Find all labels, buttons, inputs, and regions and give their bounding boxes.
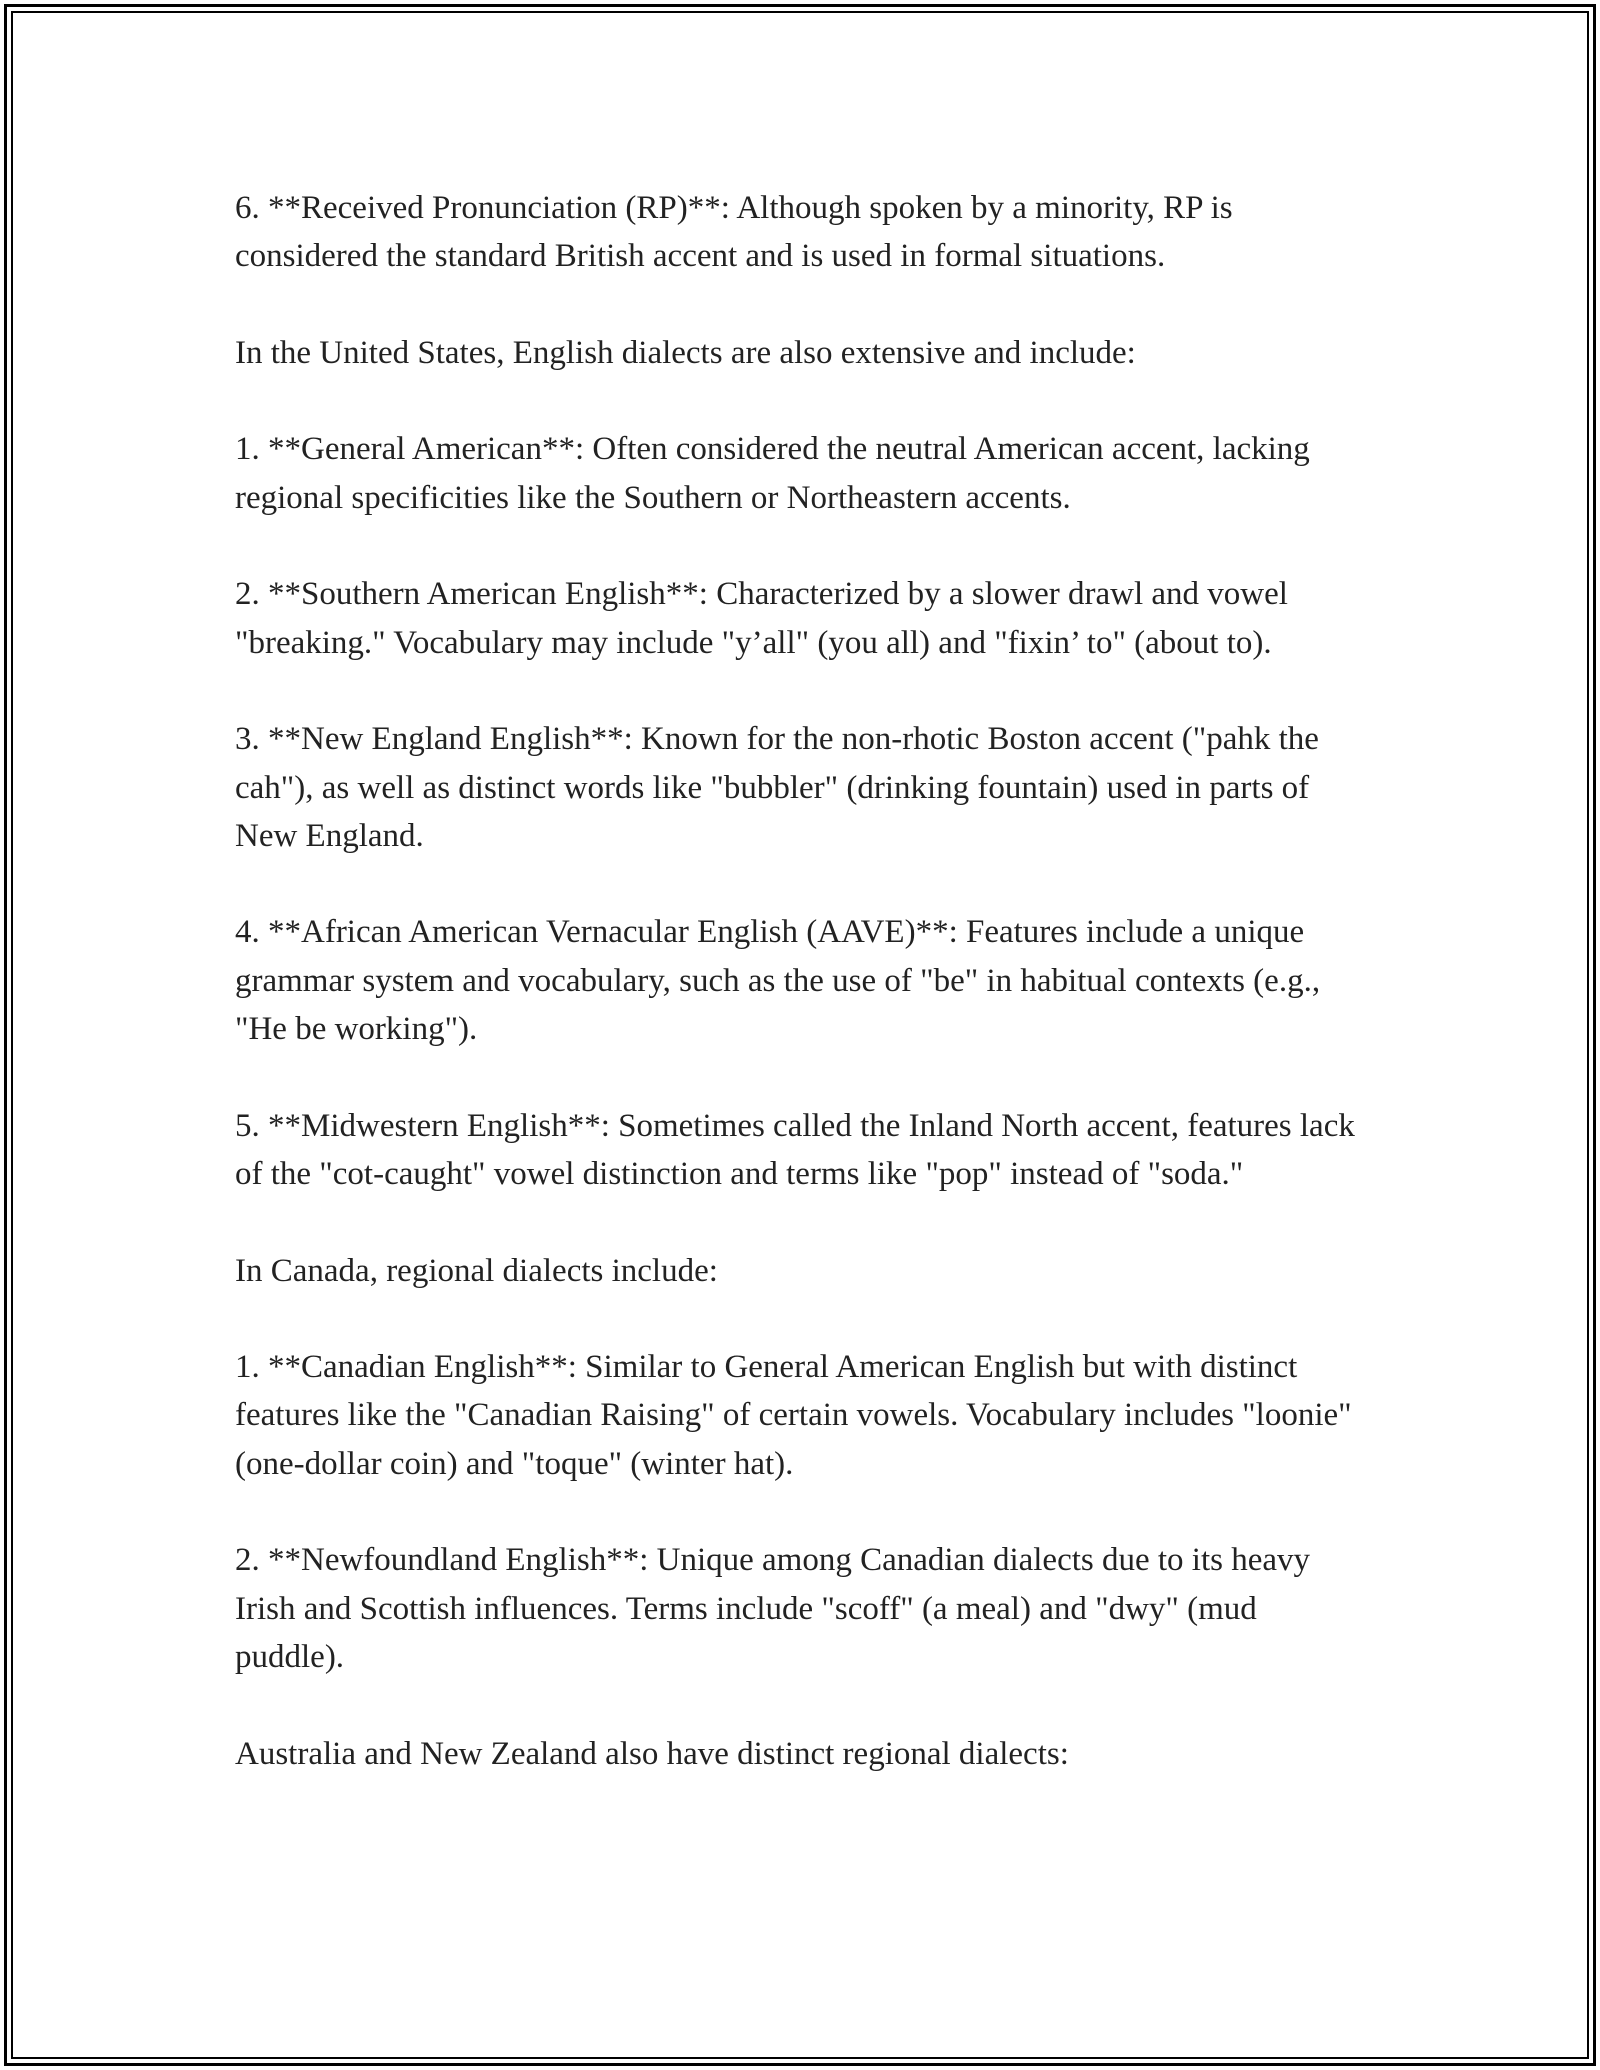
paragraph-aave: 4. **African American Vernacular English (AAVE)**: Features include a unique grammar system and vocabulary, such as the use of "be" in habitual contexts (e.g., "He be working"). bbox=[235, 914, 1321, 1048]
paragraph-canada-intro: In Canada, regional dialects include: bbox=[235, 1252, 718, 1289]
paragraph-us-intro: In the United States, English dialects are also extensive and include: bbox=[235, 334, 1136, 371]
paragraph-canadian-english: 1. **Canadian English**: Similar to General American English but with distinct features like the "Canadian Raising" of certain vowels. Vocabulary includes "loonie" (one-dollar coin) and "toque" (winter hat). bbox=[235, 1349, 1352, 1482]
document-body bbox=[235, 184, 1365, 1826]
paragraph-newfoundland: 2. **Newfoundland English**: Unique among Canadian dialects due to its heavy Irish and Scottish influences. Terms include "scoff" (a meal) and "dwy" (mud puddle). bbox=[235, 1542, 1311, 1675]
paragraph-general-american: 1. **General American**: Often considered the neutral American accent, lacking regional specificities like the Southern or Northeastern accents. bbox=[235, 431, 1310, 516]
paragraph-southern-american: 2. **Southern American English**: Characterized by a slower drawl and vowel "breaking." Vocabulary may include "y’all" (you all) and "fixin’ to" (about to). bbox=[235, 576, 1288, 661]
paragraph-australia-nz-intro: Australia and New Zealand also have distinct regional dialects: bbox=[235, 1735, 1069, 1772]
paragraph-rp: 6. **Received Pronunciation (RP)**: Although spoken by a minority, RP is considered the standard British accent and is used in formal situations. bbox=[235, 190, 1233, 275]
paragraph-new-england: 3. **New England English**: Known for the non-rhotic Boston accent ("pahk the cah"), as well as distinct words like "bubbler" (drinking fountain) used in parts of New England. bbox=[235, 721, 1319, 854]
paragraph-midwestern: 5. **Midwestern English**: Sometimes called the Inland North accent, features lack of the "cot-caught" vowel distinction and terms like "pop" instead of "soda." bbox=[235, 1107, 1355, 1192]
